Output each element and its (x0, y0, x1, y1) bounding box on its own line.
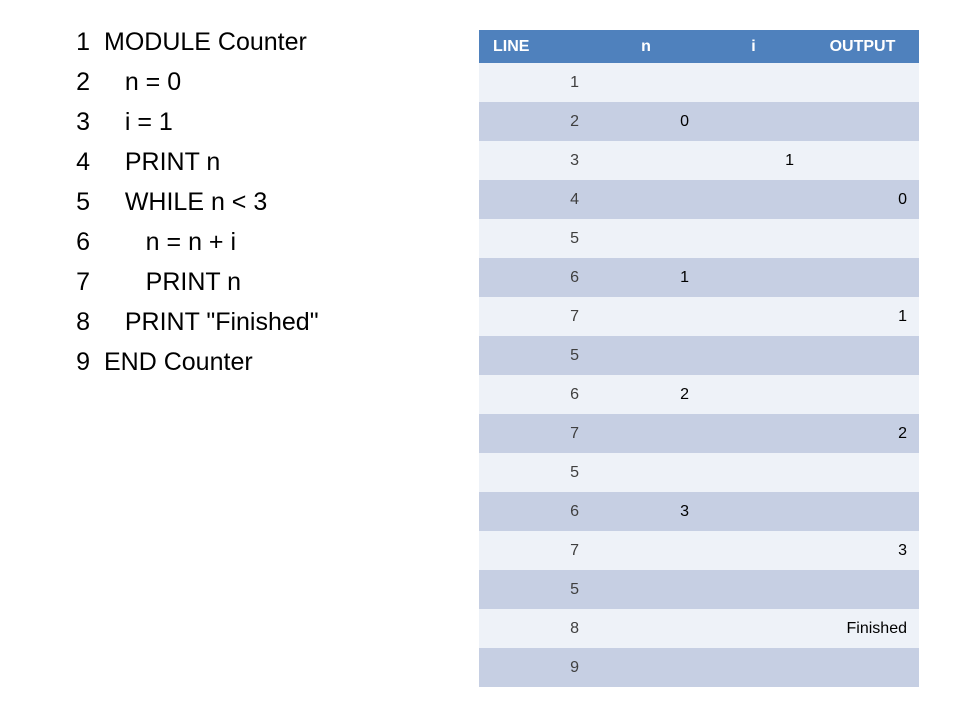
cell-output (806, 102, 919, 141)
cell-output: 1 (806, 297, 919, 336)
cell-output (806, 648, 919, 687)
cell-i (701, 609, 806, 648)
cell-output (806, 258, 919, 297)
cell-line: 5 (479, 453, 591, 492)
table-row (479, 219, 919, 258)
cell-i (701, 297, 806, 336)
cell-i (701, 63, 806, 102)
cell-output: Finished (806, 609, 919, 648)
table-row (479, 375, 919, 414)
cell-n (591, 219, 701, 258)
code-line (60, 108, 450, 148)
cell-n (591, 648, 701, 687)
trace-table (479, 30, 919, 687)
cell-output (806, 141, 919, 180)
cell-i (701, 258, 806, 297)
table-row (479, 102, 919, 141)
column-header-i: i (701, 30, 806, 63)
code-line-number: 9 (76, 348, 90, 376)
table-body (479, 63, 919, 687)
cell-output (806, 453, 919, 492)
cell-line: 5 (479, 219, 591, 258)
table-row (479, 609, 919, 648)
cell-n (591, 609, 701, 648)
cell-i (701, 102, 806, 141)
code-line (60, 28, 450, 68)
code-line (60, 68, 450, 108)
cell-i (701, 648, 806, 687)
table-row (479, 570, 919, 609)
table-row (479, 297, 919, 336)
column-header-n: n (591, 30, 701, 63)
cell-output (806, 336, 919, 375)
cell-n (591, 141, 701, 180)
cell-i (701, 180, 806, 219)
code-line (60, 148, 450, 188)
code-line-text: n = 0 (104, 68, 182, 96)
cell-output (806, 492, 919, 531)
code-line-number: 4 (76, 148, 90, 176)
code-line-number: 5 (76, 188, 90, 216)
cell-i (701, 492, 806, 531)
cell-output: 2 (806, 414, 919, 453)
table-row (479, 63, 919, 102)
cell-n (591, 180, 701, 219)
cell-line: 3 (479, 141, 591, 180)
table-row (479, 336, 919, 375)
table-row (479, 648, 919, 687)
cell-n (591, 63, 701, 102)
cell-n (591, 531, 701, 570)
cell-n (591, 336, 701, 375)
code-line-text: END Counter (104, 348, 253, 376)
cell-line: 5 (479, 570, 591, 609)
cell-line: 2 (479, 102, 591, 141)
cell-n: 1 (591, 258, 701, 297)
table-row (479, 414, 919, 453)
code-line-number: 2 (76, 68, 90, 96)
table-row (479, 258, 919, 297)
code-line-number: 7 (76, 268, 90, 296)
cell-i (701, 336, 806, 375)
header-row (479, 30, 919, 63)
cell-line: 8 (479, 609, 591, 648)
cell-n: 3 (591, 492, 701, 531)
cell-output: 3 (806, 531, 919, 570)
cell-n (591, 453, 701, 492)
column-header-output: OUTPUT (806, 30, 919, 63)
cell-i (701, 570, 806, 609)
cell-line: 7 (479, 414, 591, 453)
cell-n (591, 297, 701, 336)
table-row (479, 141, 919, 180)
cell-output (806, 570, 919, 609)
cell-line: 9 (479, 648, 591, 687)
cell-n: 2 (591, 375, 701, 414)
code-line-text: PRINT n (104, 148, 221, 176)
code-line-text: i = 1 (104, 108, 173, 136)
table-row (479, 180, 919, 219)
code-line-text: WHILE n < 3 (104, 188, 268, 216)
cell-output: 0 (806, 180, 919, 219)
cell-i (701, 414, 806, 453)
cell-line: 7 (479, 297, 591, 336)
code-line (60, 188, 450, 228)
table-row (479, 453, 919, 492)
cell-output (806, 219, 919, 258)
cell-n (591, 414, 701, 453)
code-line-text: n = n + i (104, 228, 237, 256)
cell-i (701, 375, 806, 414)
column-header-line: LINE (479, 30, 591, 63)
cell-i (701, 453, 806, 492)
code-line-number: 3 (76, 108, 90, 136)
code-line (60, 268, 450, 308)
cell-line: 5 (479, 336, 591, 375)
cell-line: 1 (479, 63, 591, 102)
trace-table-container (479, 30, 919, 687)
cell-line: 6 (479, 492, 591, 531)
table-header (479, 30, 919, 63)
cell-i (701, 219, 806, 258)
pseudocode-listing (60, 28, 450, 388)
code-line-number: 8 (76, 308, 90, 336)
code-line-text: PRINT "Finished" (104, 308, 319, 336)
cell-n: 0 (591, 102, 701, 141)
code-line (60, 308, 450, 348)
code-line-text: PRINT n (104, 268, 242, 296)
cell-output (806, 375, 919, 414)
cell-line: 4 (479, 180, 591, 219)
table-row (479, 492, 919, 531)
cell-i: 1 (701, 141, 806, 180)
code-line-number: 6 (76, 228, 90, 256)
code-line-text: MODULE Counter (104, 28, 307, 56)
table-row (479, 531, 919, 570)
cell-line: 7 (479, 531, 591, 570)
cell-n (591, 570, 701, 609)
code-line (60, 228, 450, 268)
cell-line: 6 (479, 258, 591, 297)
cell-i (701, 531, 806, 570)
code-line (60, 348, 450, 388)
cell-output (806, 63, 919, 102)
code-line-number: 1 (76, 28, 90, 56)
cell-line: 6 (479, 375, 591, 414)
